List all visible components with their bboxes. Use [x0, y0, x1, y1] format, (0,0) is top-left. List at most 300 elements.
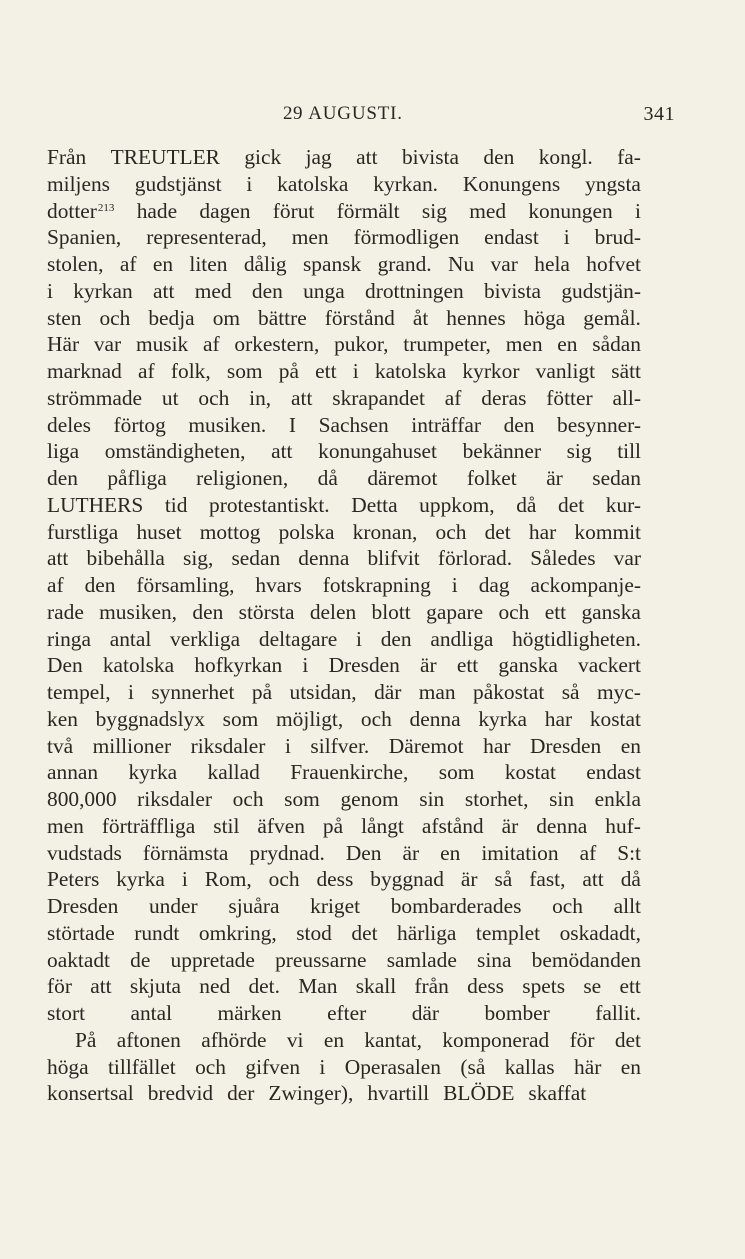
- text-line: [47, 251, 641, 278]
- word: [370, 866, 444, 893]
- word-text: märken: [217, 1001, 282, 1025]
- word-text: hofkyrkan: [194, 653, 283, 678]
- word-text: hela: [534, 252, 570, 276]
- word-text: annan: [47, 760, 99, 785]
- word: [402, 144, 459, 171]
- word: [484, 224, 539, 251]
- word: [478, 706, 527, 733]
- word-text: i: [352, 359, 359, 383]
- word-text: är: [460, 867, 478, 892]
- word: [279, 358, 299, 385]
- word-text: riksdaler: [190, 733, 266, 758]
- word: [528, 1080, 593, 1107]
- word-text: af: [203, 332, 220, 357]
- word: [635, 198, 641, 225]
- text-line: [47, 224, 641, 251]
- word: [47, 198, 114, 225]
- word-text: bomber: [484, 1001, 550, 1025]
- word: [195, 1054, 226, 1081]
- word: [528, 198, 612, 225]
- word: [323, 572, 431, 599]
- word-text: katolska: [277, 171, 349, 196]
- word-text: som: [226, 359, 263, 383]
- word-text: delen: [309, 599, 357, 624]
- word-text: dag: [478, 573, 510, 597]
- word-text: men: [47, 813, 84, 838]
- word-text: Dresden: [328, 653, 400, 678]
- word-text: men: [505, 332, 543, 357]
- word: [136, 572, 234, 599]
- word: [107, 465, 166, 492]
- text-line: [47, 893, 641, 920]
- word-text: Således: [530, 546, 596, 571]
- word: [410, 706, 461, 733]
- word: [165, 492, 188, 519]
- word-text: sig: [566, 439, 592, 464]
- word-text: i: [451, 573, 458, 597]
- word: [621, 733, 641, 760]
- word-text: dagen: [199, 198, 251, 223]
- word: [420, 652, 437, 679]
- word-text: ringa: [47, 626, 91, 651]
- word: [419, 492, 494, 519]
- word-text: LUTHERS: [47, 492, 144, 517]
- word-text: det: [484, 519, 511, 544]
- word: [136, 331, 188, 358]
- text-line: [47, 1000, 641, 1027]
- word: [47, 866, 99, 893]
- word: [223, 706, 259, 733]
- word-text: Operasalen: [344, 1054, 441, 1079]
- word: [529, 866, 565, 893]
- word: [47, 920, 115, 947]
- word: [153, 251, 173, 278]
- word-text: huf-: [605, 813, 641, 838]
- word-text: vi: [286, 1027, 304, 1052]
- word-text: der: [227, 1081, 255, 1106]
- word: [205, 866, 252, 893]
- word: [209, 492, 330, 519]
- word-text: denna: [536, 813, 588, 838]
- word-text: ett: [544, 599, 567, 624]
- word-text: dotter: [47, 198, 97, 223]
- word: [244, 144, 281, 171]
- word: [367, 1080, 436, 1107]
- word: [47, 492, 143, 519]
- word: [195, 278, 232, 305]
- word: [249, 840, 324, 867]
- word-text: möjligt,: [276, 706, 344, 731]
- word: [561, 278, 641, 305]
- word: [135, 171, 222, 198]
- word: [419, 679, 456, 706]
- word-text: fast,: [529, 867, 566, 892]
- word-text: miljens: [47, 171, 110, 196]
- word-text: vanligt: [535, 359, 596, 383]
- word-text: sten: [47, 305, 82, 330]
- word: [467, 973, 504, 1000]
- word: [296, 920, 332, 947]
- word-text: är: [420, 653, 437, 678]
- word-text: folket: [466, 466, 517, 490]
- word: [110, 626, 152, 653]
- word: [375, 358, 446, 385]
- word-text: kyrka: [128, 760, 178, 785]
- word-text: i: [356, 626, 362, 651]
- word-text: förstånd: [324, 305, 395, 330]
- word: [47, 144, 86, 171]
- word-text: byggnadslyx: [95, 706, 205, 731]
- word: [564, 224, 570, 251]
- word-text: af: [444, 385, 462, 410]
- word-text: har: [483, 733, 511, 758]
- word: [246, 171, 252, 198]
- word: [325, 305, 395, 332]
- word-text: orkestern,: [234, 332, 320, 357]
- word-text: gudstjänst: [134, 171, 222, 196]
- word: [452, 572, 458, 599]
- word-text: denna: [409, 706, 461, 731]
- word-text: Dresden: [47, 894, 119, 918]
- word-text: förmält: [336, 198, 400, 223]
- word: [574, 1054, 601, 1081]
- word: [171, 947, 255, 974]
- word-text: en: [620, 1054, 641, 1079]
- word: [413, 305, 428, 332]
- word-text: blott: [371, 599, 411, 624]
- word-text: kronan,: [352, 519, 418, 544]
- word-text: inträffar: [411, 412, 481, 437]
- text-line: [47, 599, 641, 626]
- word-text: andliga: [430, 626, 494, 651]
- text-line: [47, 1080, 641, 1107]
- word-text: Sachsen: [318, 412, 389, 437]
- word: [469, 198, 506, 225]
- word: [552, 893, 583, 920]
- word-text: utsidan,: [289, 680, 357, 704]
- word-text: och: [552, 894, 583, 918]
- word: [111, 144, 220, 171]
- word: [134, 920, 179, 947]
- word: [481, 840, 558, 867]
- word-text: myc-: [596, 680, 641, 704]
- word-text: preussarne: [275, 947, 367, 972]
- word-text: gifven: [245, 1054, 301, 1079]
- word-text: ned: [199, 974, 231, 999]
- word-text: af: [579, 840, 597, 865]
- word: [617, 438, 641, 465]
- word-text: hvars: [255, 573, 302, 597]
- word: [319, 1054, 325, 1081]
- word: [290, 759, 408, 786]
- word: [597, 679, 641, 706]
- word: [374, 679, 401, 706]
- word-text: spansk: [302, 252, 362, 276]
- word: [582, 866, 603, 893]
- word-text: Den: [345, 840, 382, 865]
- word: [47, 465, 78, 492]
- word: [378, 251, 432, 278]
- word: [324, 1027, 344, 1054]
- word-text: kyrkor: [462, 359, 520, 383]
- word: [391, 893, 522, 920]
- word-text: I: [288, 412, 296, 437]
- text-line: [47, 679, 641, 706]
- word-text: afhörde: [201, 1027, 267, 1052]
- word-text: gick: [244, 145, 282, 169]
- text-line: [47, 519, 641, 546]
- word: [502, 813, 519, 840]
- word-text: kyrkan: [73, 278, 133, 303]
- word: [373, 171, 438, 198]
- word: [422, 813, 484, 840]
- word: [506, 331, 543, 358]
- word-text: grand.: [377, 252, 432, 276]
- word-text: den: [483, 145, 515, 169]
- word-text: tid: [164, 492, 188, 517]
- word: [148, 305, 194, 332]
- text-line: [47, 278, 641, 305]
- word: [47, 733, 73, 760]
- word-text: spets: [522, 974, 566, 999]
- word-text: de: [130, 947, 151, 972]
- word-text: kyrka: [478, 706, 528, 731]
- word-text: förmodligen: [353, 225, 460, 250]
- word: [227, 358, 263, 385]
- word: [303, 251, 361, 278]
- word-text: Spanien,: [47, 225, 122, 250]
- word: [259, 626, 337, 653]
- word: [200, 519, 261, 546]
- word: [183, 545, 213, 572]
- word-text: var: [613, 546, 641, 571]
- word: [329, 652, 400, 679]
- word-text: tempel,: [47, 680, 111, 704]
- word-text: är: [501, 813, 519, 838]
- word: [592, 331, 641, 358]
- word-text: fotskrapning: [322, 573, 431, 597]
- word-text: gapare: [426, 599, 484, 624]
- word-text: sin: [419, 787, 445, 811]
- word: [120, 251, 137, 278]
- word-text: hade: [136, 198, 178, 223]
- word: [611, 358, 641, 385]
- word-text: Från: [47, 145, 87, 169]
- word-text: förnämsta: [142, 840, 229, 865]
- word-text: denna: [298, 546, 350, 571]
- word-text: byggnad: [370, 867, 444, 892]
- word-text: bombarderades: [390, 894, 522, 918]
- word: [47, 572, 64, 599]
- text-line: [47, 947, 641, 974]
- word: [483, 144, 514, 171]
- word-text: att: [47, 546, 69, 571]
- word-text: omkring,: [198, 920, 277, 945]
- word-text: katolska: [102, 653, 175, 678]
- word-text: den: [380, 626, 412, 651]
- word-text: efter: [327, 1001, 367, 1025]
- word: [419, 786, 444, 813]
- text-line: [47, 1027, 641, 1054]
- word: [353, 519, 418, 546]
- word-text: prydnad.: [249, 840, 325, 865]
- word: [290, 679, 357, 706]
- word-text: bivista: [483, 278, 542, 303]
- text-line: [47, 545, 641, 572]
- word-text: af: [47, 573, 64, 597]
- word-text: konungahuset: [318, 439, 437, 464]
- word: [188, 412, 266, 439]
- word: [532, 947, 641, 974]
- word-text: för: [569, 1027, 595, 1052]
- text-line: [47, 733, 641, 760]
- word-text: kallas: [504, 1054, 555, 1079]
- text-line: [47, 198, 641, 225]
- text-line: [47, 759, 641, 786]
- word: [617, 840, 641, 867]
- word: [239, 599, 295, 626]
- text-line: [47, 1054, 641, 1081]
- word: [276, 706, 343, 733]
- word: [302, 652, 308, 679]
- word: [586, 251, 641, 278]
- word-text: sedan: [592, 466, 641, 490]
- word-text: konungen: [528, 198, 613, 223]
- word: [491, 251, 518, 278]
- word: [361, 706, 392, 733]
- word-text: förträffliga: [101, 813, 196, 838]
- word: [255, 572, 301, 599]
- word-text: hofvet: [586, 252, 641, 276]
- word: [233, 786, 264, 813]
- word: [534, 251, 570, 278]
- word: [148, 1080, 220, 1107]
- word: [199, 973, 230, 1000]
- word-text: det: [614, 1027, 641, 1052]
- word-text: hvartill: [367, 1081, 430, 1106]
- word-text: församling,: [136, 573, 235, 597]
- word: [136, 519, 181, 546]
- word: [574, 519, 641, 546]
- word-text: samlade: [386, 947, 457, 972]
- word: [595, 224, 641, 251]
- word-text: en: [557, 332, 578, 357]
- word-text: endast: [484, 225, 539, 250]
- word-text: till: [617, 439, 641, 464]
- word: [483, 733, 510, 760]
- word: [351, 920, 377, 947]
- word-text: kyrkan.: [373, 171, 438, 196]
- word: [47, 652, 83, 679]
- word-text: endast: [586, 760, 641, 785]
- text-line: [47, 626, 641, 653]
- word-text: furstliga: [47, 519, 119, 544]
- text-line: [47, 171, 641, 198]
- word-text: huset: [136, 519, 182, 544]
- word-text: den: [84, 573, 116, 597]
- word-text: och: [198, 385, 230, 410]
- word: [351, 492, 397, 519]
- word: [578, 652, 641, 679]
- word-text: jag: [305, 145, 332, 169]
- word-text: stil: [213, 813, 240, 838]
- word-text: templet: [475, 920, 541, 945]
- word-text: den: [251, 278, 283, 303]
- word-text: religionen,: [196, 466, 289, 490]
- word-text: förut: [272, 198, 315, 223]
- word: [287, 1027, 304, 1054]
- word-text: och: [268, 867, 300, 892]
- text-line: [47, 385, 641, 412]
- header-date: [283, 103, 403, 125]
- word: [426, 599, 483, 626]
- word-text: och: [435, 519, 467, 544]
- text-line: [47, 492, 641, 519]
- word: [558, 492, 584, 519]
- word: [90, 973, 111, 1000]
- word: [99, 599, 177, 626]
- word: [73, 278, 132, 305]
- text-line: [47, 572, 641, 599]
- word-text: härliga: [397, 920, 457, 945]
- word: [258, 305, 307, 332]
- word: [583, 973, 601, 1000]
- word-text: påkostat: [473, 680, 545, 704]
- word-text: vudstads: [47, 840, 122, 865]
- word-text: att: [582, 867, 604, 892]
- word-text: stod: [296, 920, 332, 945]
- word: [356, 626, 362, 653]
- word: [465, 786, 529, 813]
- word: [356, 144, 377, 171]
- word: [462, 358, 519, 385]
- word: [137, 786, 212, 813]
- word-text: mottog: [199, 519, 261, 544]
- word-text: kallad: [207, 760, 260, 785]
- word: [494, 866, 512, 893]
- word: [191, 733, 266, 760]
- word-text: Man: [298, 974, 338, 999]
- word-text: har: [544, 706, 573, 731]
- word-text: förlorad.: [437, 546, 513, 571]
- word: [443, 1080, 521, 1107]
- word: [316, 866, 353, 893]
- word-text: in,: [249, 385, 272, 410]
- word-text: dålig: [243, 252, 287, 276]
- running-header: [283, 103, 675, 133]
- word-text: en: [323, 1027, 345, 1052]
- word: [137, 198, 177, 225]
- word-text: Peters: [47, 867, 100, 892]
- word-text: på: [251, 680, 273, 704]
- word: [461, 866, 478, 893]
- word: [612, 385, 641, 412]
- word-text: ackompanje-: [530, 573, 641, 597]
- word: [346, 840, 382, 867]
- word: [318, 438, 437, 465]
- page-number: 341: [643, 103, 675, 125]
- word: [171, 358, 211, 385]
- word-text: rade: [47, 599, 84, 624]
- word: [310, 599, 356, 626]
- word: [334, 331, 388, 358]
- word-text: afstånd: [421, 813, 484, 838]
- word-text: en: [620, 733, 641, 758]
- word-text: det: [558, 492, 585, 517]
- word: [560, 920, 641, 947]
- word-text: bättre: [258, 305, 307, 330]
- word-text: Konungens: [462, 171, 561, 196]
